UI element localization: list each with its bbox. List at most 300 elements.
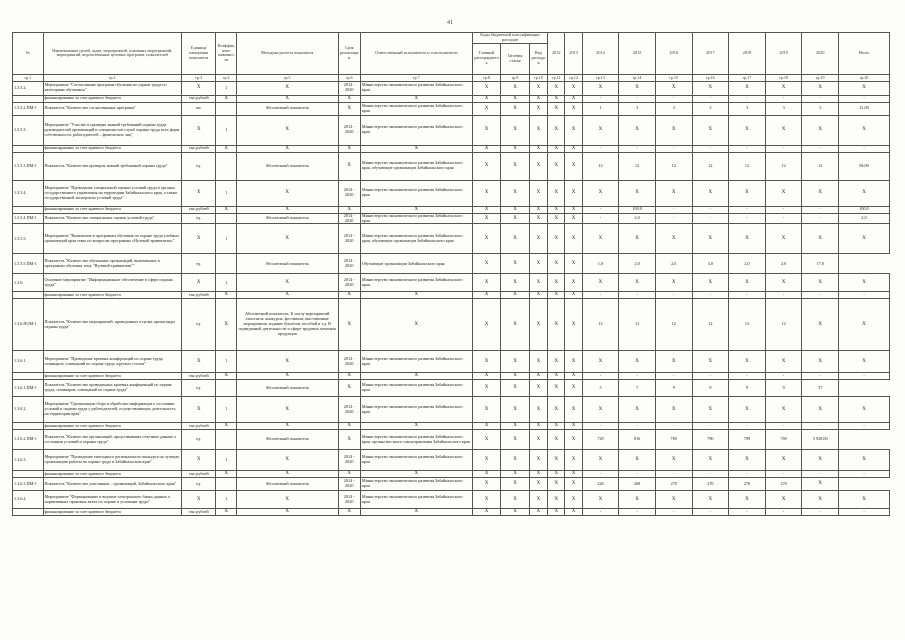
table-cell: 2,0 bbox=[655, 254, 692, 274]
table-cell: 3 bbox=[692, 102, 729, 115]
table-cell: X bbox=[548, 292, 565, 299]
table-cell: 2014 - 2020 bbox=[338, 254, 360, 274]
table-cell: 12 bbox=[619, 299, 656, 351]
table-cell: 1 bbox=[216, 450, 236, 471]
table-cell: X bbox=[729, 351, 766, 373]
column-number-cell: гр.3 bbox=[181, 74, 216, 81]
table-cell bbox=[216, 430, 236, 450]
table-cell: X bbox=[692, 115, 729, 145]
table-cell: X bbox=[548, 206, 565, 213]
table-cell: - bbox=[692, 509, 729, 516]
table-cell: X bbox=[181, 351, 216, 373]
table-cell: X bbox=[216, 292, 236, 299]
column-number-cell: гр.2 bbox=[43, 74, 181, 81]
table-cell: 1,0 bbox=[582, 254, 619, 274]
table-cell: 9 bbox=[729, 380, 766, 397]
table-cell: X bbox=[529, 509, 547, 516]
table-cell: Министерство экономического развития Забайкальского края bbox=[360, 213, 472, 224]
table-cell: X bbox=[692, 450, 729, 471]
table-cell: тыс.рублей bbox=[181, 95, 216, 102]
table-cell: X bbox=[548, 397, 565, 423]
table-cell: - bbox=[582, 471, 619, 478]
table-cell: X bbox=[338, 299, 360, 351]
col-kbk-group-header: Коды бюджетной классификации расходов bbox=[472, 33, 547, 44]
table-cell: X bbox=[236, 95, 338, 102]
table-cell: - bbox=[582, 509, 619, 516]
table-cell: 12 bbox=[765, 152, 802, 180]
table-cell bbox=[13, 423, 44, 430]
table-cell: X bbox=[565, 299, 582, 351]
table-cell: Мероприятие "Согласование программ обучения по охране труда по категориям обучаемых" bbox=[43, 81, 181, 95]
table-cell: 2014 - 2020 bbox=[338, 491, 360, 509]
table-cell: X bbox=[655, 180, 692, 206]
table-cell: X bbox=[729, 115, 766, 145]
table-row bbox=[13, 115, 890, 145]
table-cell: - bbox=[839, 423, 890, 430]
table-cell: - bbox=[692, 292, 729, 299]
table-cell: - bbox=[765, 509, 802, 516]
table-cell: 1.3.5.3. bbox=[13, 115, 44, 145]
table-cell: - bbox=[582, 292, 619, 299]
table-cell: X bbox=[236, 145, 338, 152]
table-cell: 2,0 bbox=[839, 213, 890, 224]
table-cell: - bbox=[802, 206, 839, 213]
table-cell: X bbox=[529, 478, 547, 491]
table-cell: - bbox=[655, 213, 692, 224]
table-cell: Абсолютный показатель bbox=[236, 430, 338, 450]
table-cell: X bbox=[472, 292, 500, 299]
table-cell: Абсолютный показатель bbox=[236, 152, 338, 180]
table-cell: 799 bbox=[729, 430, 766, 450]
table-cell: X bbox=[529, 373, 547, 380]
table-cell: - bbox=[655, 145, 692, 152]
table-cell: 2014 - 2020 bbox=[338, 478, 360, 491]
col-year-2020-header: 2020 bbox=[802, 33, 839, 75]
table-cell bbox=[13, 509, 44, 516]
table-cell: X bbox=[236, 351, 338, 373]
table-cell: Министерство экономического развития Забайкальского края, органы местного самоуправления Забайкальского края bbox=[360, 430, 472, 450]
table-cell: Министерство экономического развития Забайкальского края bbox=[360, 380, 472, 397]
table-cell: X bbox=[565, 380, 582, 397]
table-cell: 2014 - 2020 bbox=[338, 224, 360, 254]
table-cell: X bbox=[236, 206, 338, 213]
table-cell: 3 bbox=[729, 102, 766, 115]
table-cell: X bbox=[472, 152, 500, 180]
table-body bbox=[13, 74, 890, 515]
table-cell bbox=[216, 213, 236, 224]
table-cell: X bbox=[472, 373, 500, 380]
table-cell: 9 bbox=[692, 380, 729, 397]
table-cell: X bbox=[619, 351, 656, 373]
table-cell: - bbox=[765, 95, 802, 102]
table-cell: X bbox=[338, 95, 360, 102]
table-row bbox=[13, 478, 890, 491]
table-cell: 9 bbox=[655, 380, 692, 397]
table-cell: Министерство экономического развития Забайкальского края bbox=[360, 450, 472, 471]
table-cell: 5 bbox=[582, 380, 619, 397]
table-cell: Показатель "Количество согласованных программ" bbox=[43, 102, 181, 115]
table-cell: X bbox=[565, 274, 582, 292]
table-cell: X bbox=[548, 351, 565, 373]
table-cell: 816 bbox=[619, 430, 656, 450]
table-cell: - bbox=[655, 509, 692, 516]
col-term-header: Срок реализации bbox=[338, 33, 360, 75]
table-cell: 226 bbox=[582, 478, 619, 491]
table-cell: X bbox=[729, 81, 766, 95]
table-cell: тыс.рублей bbox=[181, 292, 216, 299]
table-cell: X bbox=[802, 450, 839, 471]
financing-row bbox=[13, 471, 890, 478]
table-cell: шт. bbox=[181, 102, 216, 115]
table-cell: X bbox=[338, 373, 360, 380]
table-cell: X bbox=[565, 292, 582, 299]
column-number-cell: гр.17 bbox=[729, 74, 766, 81]
table-cell: 1.3.6.1.ПМ-1 bbox=[13, 380, 44, 397]
table-cell: - bbox=[729, 509, 766, 516]
table-cell: X bbox=[765, 81, 802, 95]
table-cell: X bbox=[181, 224, 216, 254]
table-cell: X bbox=[529, 292, 547, 299]
table-cell: X bbox=[565, 471, 582, 478]
col-coef-header: Коэффициент значимости bbox=[216, 33, 236, 75]
table-cell: X bbox=[565, 351, 582, 373]
table-cell: финансирование за счет краевого бюджета bbox=[43, 423, 181, 430]
table-cell: X bbox=[472, 224, 500, 254]
table-cell: X bbox=[216, 471, 236, 478]
table-cell: X bbox=[360, 299, 472, 351]
table-row bbox=[13, 254, 890, 274]
table-cell: X bbox=[472, 115, 500, 145]
table-row bbox=[13, 299, 890, 351]
table-cell: X bbox=[565, 206, 582, 213]
table-cell: - bbox=[802, 373, 839, 380]
table-cell: 3 bbox=[802, 102, 839, 115]
financing-row bbox=[13, 509, 890, 516]
table-cell: X bbox=[338, 423, 360, 430]
col-year-2013-header: 2013 bbox=[565, 33, 582, 75]
table-row bbox=[13, 430, 890, 450]
table-cell: 3 bbox=[655, 102, 692, 115]
table-cell: X bbox=[236, 373, 338, 380]
table-cell: 12 bbox=[729, 299, 766, 351]
table-cell: X bbox=[338, 509, 360, 516]
table-cell: X bbox=[692, 81, 729, 95]
table-cell: X bbox=[802, 274, 839, 292]
table-cell: - bbox=[802, 423, 839, 430]
table-cell: Абсолютный показатель bbox=[236, 380, 338, 397]
table-cell: 17,0 bbox=[802, 254, 839, 274]
table-cell: X bbox=[529, 102, 547, 115]
table-cell: - bbox=[582, 206, 619, 213]
table-cell: X bbox=[548, 423, 565, 430]
table-cell: X bbox=[529, 274, 547, 292]
table-cell: X bbox=[216, 509, 236, 516]
table-cell: X bbox=[619, 115, 656, 145]
table-cell: X bbox=[236, 292, 338, 299]
financing-row bbox=[13, 206, 890, 213]
financing-row bbox=[13, 423, 890, 430]
col-name-header: Наименование целей, задач, мероприятий, основных мероприятий, мероприятий, ведомственных целевых программ, показателей bbox=[43, 33, 181, 75]
table-cell: X bbox=[802, 224, 839, 254]
table-cell: X bbox=[216, 299, 236, 351]
table-cell: Мероприятие "Включение в программы обучения по охране труда учебных организаций края темы по вопросам программы «Нулевой травматизм»" bbox=[43, 224, 181, 254]
table-cell: 769 bbox=[655, 430, 692, 450]
table-cell: - bbox=[692, 145, 729, 152]
table-cell: X bbox=[501, 397, 529, 423]
column-number-cell: гр.15 bbox=[655, 74, 692, 81]
table-cell: X bbox=[529, 471, 547, 478]
table-cell: 12 bbox=[692, 299, 729, 351]
table-cell: X bbox=[236, 471, 338, 478]
table-cell: X bbox=[360, 471, 472, 478]
table-cell: X bbox=[582, 491, 619, 509]
table-cell: 1.3.5.5.ПМ-1 bbox=[13, 254, 44, 274]
table-cell: 1 bbox=[216, 491, 236, 509]
financing-row bbox=[13, 95, 890, 102]
table-cell: X bbox=[472, 81, 500, 95]
table-cell: X bbox=[548, 274, 565, 292]
table-cell: X bbox=[472, 351, 500, 373]
table-cell: X bbox=[529, 81, 547, 95]
table-cell: X bbox=[839, 224, 890, 254]
table-cell: X bbox=[501, 152, 529, 180]
table-cell: X bbox=[472, 102, 500, 115]
table-cell: - bbox=[802, 145, 839, 152]
table-cell: - bbox=[839, 509, 890, 516]
table-cell: X bbox=[729, 397, 766, 423]
table-cell: X bbox=[472, 450, 500, 471]
table-cell: 1.3.6.4. bbox=[13, 491, 44, 509]
table-cell: финансирование за счет краевого бюджета bbox=[43, 373, 181, 380]
table-cell: X bbox=[472, 299, 500, 351]
table-cell: X bbox=[501, 450, 529, 471]
table-cell: Мероприятие "Формирование и ведение электронного банка данных о нормативных правовых актах по охране и условиям труда" bbox=[43, 491, 181, 509]
col-total-header: Итого bbox=[839, 33, 890, 75]
table-cell: X bbox=[472, 254, 500, 274]
table-cell: Абсолютный показатель. К числу мероприятий относятся: конкурсы, фестивали, выставочные мероприятия, издание буклетов, пособий и т.д. В подведенной деятельности и сфере трудовых печатная продукция bbox=[236, 299, 338, 351]
table-cell: X bbox=[529, 152, 547, 180]
table-cell: X bbox=[360, 509, 472, 516]
table-cell: X bbox=[236, 397, 338, 423]
table-cell: X bbox=[655, 491, 692, 509]
table-cell: Основное мероприятие "Информационное обеспечение в сфере охраны труда" bbox=[43, 274, 181, 292]
table-cell: X bbox=[501, 254, 529, 274]
table-cell: Министерство экономического развития Забайкальского края bbox=[360, 491, 472, 509]
table-cell: X bbox=[619, 274, 656, 292]
table-cell: 12 bbox=[729, 152, 766, 180]
table-cell: - bbox=[729, 373, 766, 380]
column-number-cell: гр.11 bbox=[548, 74, 565, 81]
table-cell: Министерство экономического развития Забайкальского края bbox=[360, 274, 472, 292]
table-row bbox=[13, 224, 890, 254]
table-cell: 1 bbox=[216, 351, 236, 373]
table-cell: финансирование за счет краевого бюджета bbox=[43, 145, 181, 152]
table-cell: X bbox=[565, 373, 582, 380]
table-cell: X bbox=[472, 430, 500, 450]
table-cell: 268 bbox=[619, 478, 656, 491]
table-cell: X bbox=[181, 180, 216, 206]
table-cell: X bbox=[565, 115, 582, 145]
table-cell: X bbox=[548, 145, 565, 152]
column-number-cell: гр.20 bbox=[839, 74, 890, 81]
table-cell: - bbox=[839, 95, 890, 102]
table-cell: X bbox=[501, 430, 529, 450]
table-cell: - bbox=[692, 95, 729, 102]
table-cell: X bbox=[692, 351, 729, 373]
table-row bbox=[13, 81, 890, 95]
table-cell: Министерство экономического развития Забайкальского края, обучающие организации Забайкальского края bbox=[360, 152, 472, 180]
table-cell: X bbox=[472, 397, 500, 423]
table-cell: Абсолютный показатель bbox=[236, 213, 338, 224]
table-cell: X bbox=[582, 274, 619, 292]
table-cell: X bbox=[529, 224, 547, 254]
table-cell: X bbox=[236, 81, 338, 95]
table-cell: Показатель "Количество организаций, представивших отчетные данные о состоянии условий и охраны труда" bbox=[43, 430, 181, 450]
table-cell: X bbox=[619, 224, 656, 254]
table-cell: X bbox=[655, 224, 692, 254]
table-cell: X bbox=[548, 450, 565, 471]
table-cell: 270 bbox=[692, 478, 729, 491]
col-exec-header: Ответственный исполнитель и соисполнители bbox=[360, 33, 472, 75]
table-cell: 21,00 bbox=[839, 102, 890, 115]
table-cell: X bbox=[582, 180, 619, 206]
table-cell: X bbox=[729, 274, 766, 292]
table-cell: X bbox=[765, 397, 802, 423]
table-cell: - bbox=[839, 373, 890, 380]
table-cell: финансирование за счет краевого бюджета bbox=[43, 95, 181, 102]
table-cell: - bbox=[619, 95, 656, 102]
table-cell: X bbox=[839, 274, 890, 292]
table-cell: 2014 - 2020 bbox=[338, 213, 360, 224]
table-cell: X bbox=[501, 423, 529, 430]
table-cell: X bbox=[765, 491, 802, 509]
table-cell: X bbox=[692, 180, 729, 206]
table-cell: - bbox=[619, 145, 656, 152]
table-cell: Министерство экономического развития Забайкальского края bbox=[360, 115, 472, 145]
table-cell: 2,0 bbox=[729, 254, 766, 274]
table-cell: 1 bbox=[216, 180, 236, 206]
table-cell: X bbox=[619, 491, 656, 509]
table-cell: X bbox=[338, 430, 360, 450]
table-cell: X bbox=[338, 152, 360, 180]
table-cell: X bbox=[548, 102, 565, 115]
table-cell: Министерство экономического развития Забайкальского края, обучающие организации Забайкальского края bbox=[360, 224, 472, 254]
table-cell: X bbox=[236, 450, 338, 471]
table-cell: X bbox=[360, 292, 472, 299]
table-cell: 1 bbox=[216, 115, 236, 145]
table-cell: Мероприятие "Участие в проверке знаний требований охраны труда руководителей организаций и специалистов служб охраны труда всех форм собственности, работодателей – физических лиц" bbox=[43, 115, 181, 145]
table-cell: 270 bbox=[729, 478, 766, 491]
table-cell: 12 bbox=[619, 152, 656, 180]
table-cell: 57 bbox=[802, 380, 839, 397]
table-cell: X bbox=[548, 115, 565, 145]
table-cell: ед. bbox=[181, 152, 216, 180]
table-cell: Показатель "Количество мероприятий, проведенных в целях пропаганды охраны труда" bbox=[43, 299, 181, 351]
table-cell: X bbox=[472, 145, 500, 152]
table-cell: X bbox=[360, 145, 472, 152]
table-cell: X bbox=[548, 471, 565, 478]
table-cell: финансирование за счет краевого бюджета bbox=[43, 509, 181, 516]
table-cell: X bbox=[529, 206, 547, 213]
table-cell: 1 bbox=[216, 274, 236, 292]
table-cell: 2,0 bbox=[765, 254, 802, 274]
table-cell: 2014 - 2020 bbox=[338, 115, 360, 145]
table-cell bbox=[216, 380, 236, 397]
table-cell: 2014 - 2020 bbox=[338, 450, 360, 471]
col-year-2019-header: 2019 bbox=[765, 33, 802, 75]
table-cell: 2,0 bbox=[619, 213, 656, 224]
table-cell: - bbox=[839, 145, 890, 152]
table-cell: - bbox=[802, 213, 839, 224]
table-cell: X bbox=[765, 115, 802, 145]
table-cell: X bbox=[548, 81, 565, 95]
table-cell: X bbox=[582, 450, 619, 471]
table-cell: X bbox=[565, 102, 582, 115]
column-number-cell: гр.16 bbox=[692, 74, 729, 81]
table-cell: Мероприятие "Организация сбора и обработки информации о состоянии условий и охраны труда у работодателей, осуществляющих деятельность на территории края" bbox=[43, 397, 181, 423]
column-number-cell: гр.13 bbox=[582, 74, 619, 81]
table-cell: X bbox=[765, 274, 802, 292]
table-cell: Абсолютный показатель bbox=[236, 478, 338, 491]
table-cell: 12 bbox=[655, 299, 692, 351]
table-cell bbox=[216, 152, 236, 180]
table-cell: X bbox=[529, 351, 547, 373]
table-cell: X bbox=[565, 152, 582, 180]
table-cell: X bbox=[472, 206, 500, 213]
table-cell: 12 bbox=[692, 152, 729, 180]
table-cell: Показатель "Количество специальных оценок условий труда" bbox=[43, 213, 181, 224]
table-cell: X bbox=[501, 274, 529, 292]
table-cell: X bbox=[729, 224, 766, 254]
table-cell: X bbox=[501, 478, 529, 491]
table-cell: Министерство экономического развития Забайкальского края bbox=[360, 180, 472, 206]
table-cell: - bbox=[729, 471, 766, 478]
table-row bbox=[13, 213, 890, 224]
table-cell: X bbox=[765, 450, 802, 471]
col-year-2018-header: 2018 bbox=[729, 33, 766, 75]
table-cell: X bbox=[692, 274, 729, 292]
table-cell: - bbox=[729, 95, 766, 102]
table-cell: Мероприятие "Проведение краевых конференций по охране труда, семинаров, совещаний по охране труда, круглых столов" bbox=[43, 351, 181, 373]
table-cell: X bbox=[472, 509, 500, 516]
table-cell: X bbox=[360, 206, 472, 213]
table-cell: тыс.рублей bbox=[181, 471, 216, 478]
table-cell: X bbox=[501, 102, 529, 115]
table-cell: X bbox=[565, 423, 582, 430]
table-cell bbox=[216, 254, 236, 274]
table-cell: - bbox=[692, 213, 729, 224]
table-cell: финансирование за счет краевого бюджета bbox=[43, 292, 181, 299]
table-cell: X bbox=[529, 115, 547, 145]
table-cell: X bbox=[236, 423, 338, 430]
table-cell: X bbox=[565, 81, 582, 95]
table-cell: - bbox=[582, 95, 619, 102]
table-cell: X bbox=[619, 81, 656, 95]
table-cell: X bbox=[501, 115, 529, 145]
table-cell: X bbox=[692, 397, 729, 423]
page-number: 41 bbox=[447, 20, 453, 26]
column-number-cell: гр.18 bbox=[765, 74, 802, 81]
column-number-cell: гр.5 bbox=[236, 74, 338, 81]
table-cell: X bbox=[692, 224, 729, 254]
table-cell: ед. bbox=[181, 213, 216, 224]
table-cell: X bbox=[548, 380, 565, 397]
column-number-cell: гр.1 bbox=[13, 74, 44, 81]
table-cell: X bbox=[548, 213, 565, 224]
table-cell: X bbox=[472, 213, 500, 224]
table-cell: X bbox=[501, 299, 529, 351]
table-cell: X bbox=[802, 491, 839, 509]
